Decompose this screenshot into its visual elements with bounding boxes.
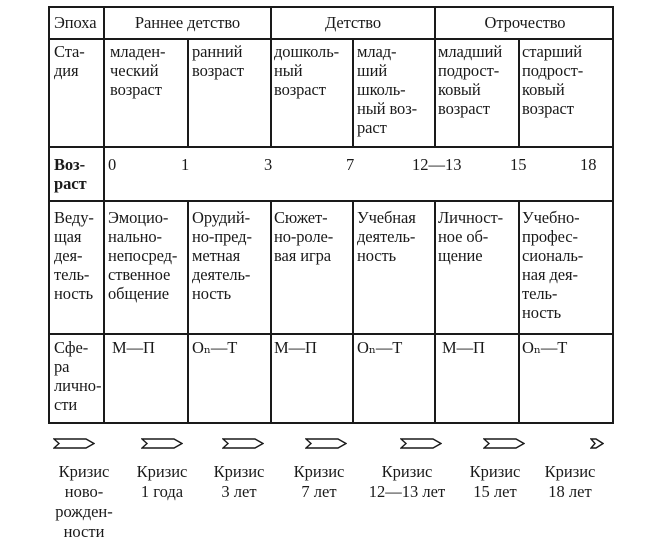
sphere-cell: М—П <box>112 338 155 357</box>
sphere-cell: М—П <box>442 338 485 357</box>
epoch-childhood: Детство <box>325 13 381 32</box>
stage-cell: младен- ческий возраст <box>110 42 166 99</box>
age-mark: 1 <box>181 155 190 174</box>
age-mark: 7 <box>346 155 355 174</box>
age-mark: 18 <box>580 155 597 174</box>
crisis-arrow-icon <box>305 438 347 449</box>
activity-label: Веду- щая дея- тель- ность <box>54 208 94 303</box>
activity-cell: Орудий- но-пред- метная деятель- ность <box>192 208 252 303</box>
crisis-label: Кризис 3 лет <box>213 462 265 501</box>
epoch-early-childhood: Раннее детство <box>134 13 241 32</box>
column-divider <box>187 38 189 148</box>
column-divider <box>270 200 272 422</box>
crisis-label: Кризис 15 лет <box>469 462 521 501</box>
crisis-label: Кризис 18 лет <box>544 462 596 501</box>
stage-cell: дошколь- ный возраст <box>274 42 340 99</box>
crisis-arrow-icon <box>483 438 525 449</box>
stage-cell: старший подрост- ковый возраст <box>522 42 584 118</box>
crisis-arrow-icon <box>590 438 604 449</box>
column-divider <box>103 8 105 422</box>
age-mark: 15 <box>510 155 527 174</box>
activity-cell: Учебная деятель- ность <box>357 208 416 265</box>
activity-cell: Учебно- профес- сиональ- ная дея- тель- ность <box>522 208 584 322</box>
row-divider <box>50 333 612 335</box>
crisis-label: Кризис 12—13 лет <box>368 462 446 501</box>
stage-label: Ста- дия <box>54 42 85 80</box>
age-mark: 3 <box>264 155 273 174</box>
age-mark: 0 <box>108 155 117 174</box>
column-divider <box>352 200 354 422</box>
column-divider <box>352 38 354 148</box>
epoch-adolescence: Отрочество <box>484 13 566 32</box>
age-label: Воз- раст <box>54 155 87 193</box>
activity-cell: Сюжет- но-роле- вая игра <box>274 208 334 265</box>
sphere-cell: Oₙ—Т <box>522 338 568 357</box>
sphere-cell: М—П <box>274 338 317 357</box>
row-divider <box>50 200 612 202</box>
stage-cell: младший подрост- ковый возраст <box>438 42 503 118</box>
row-divider <box>50 146 612 148</box>
crisis-arrow-icon <box>400 438 442 449</box>
column-divider <box>434 200 436 422</box>
crisis-label: Кризис ново- рожден- ности <box>55 462 113 541</box>
sphere-cell: Oₙ—Т <box>192 338 238 357</box>
crisis-label: Кризис 1 года <box>136 462 188 501</box>
sphere-label: Сфе- ра лично- сти <box>54 338 102 414</box>
column-divider <box>518 38 520 148</box>
development-table <box>48 6 614 424</box>
stage-cell: млад- ший школь- ный воз- раст <box>357 42 418 137</box>
row-divider <box>50 38 612 40</box>
crisis-arrow-icon <box>141 438 183 449</box>
age-mark: 12—13 <box>412 155 462 174</box>
column-divider <box>187 200 189 422</box>
column-divider <box>518 200 520 422</box>
activity-cell: Личност- ное об- щение <box>438 208 504 265</box>
activity-cell: Эмоцио- нально- непосред- ственное общение <box>108 208 178 303</box>
crisis-arrow-icon <box>53 438 95 449</box>
epoch-label: Эпоха <box>54 13 97 32</box>
stage-cell: ранний возраст <box>192 42 244 80</box>
sphere-cell: Oₙ—Т <box>357 338 403 357</box>
crisis-label: Кризис 7 лет <box>293 462 345 501</box>
crisis-arrow-icon <box>222 438 264 449</box>
